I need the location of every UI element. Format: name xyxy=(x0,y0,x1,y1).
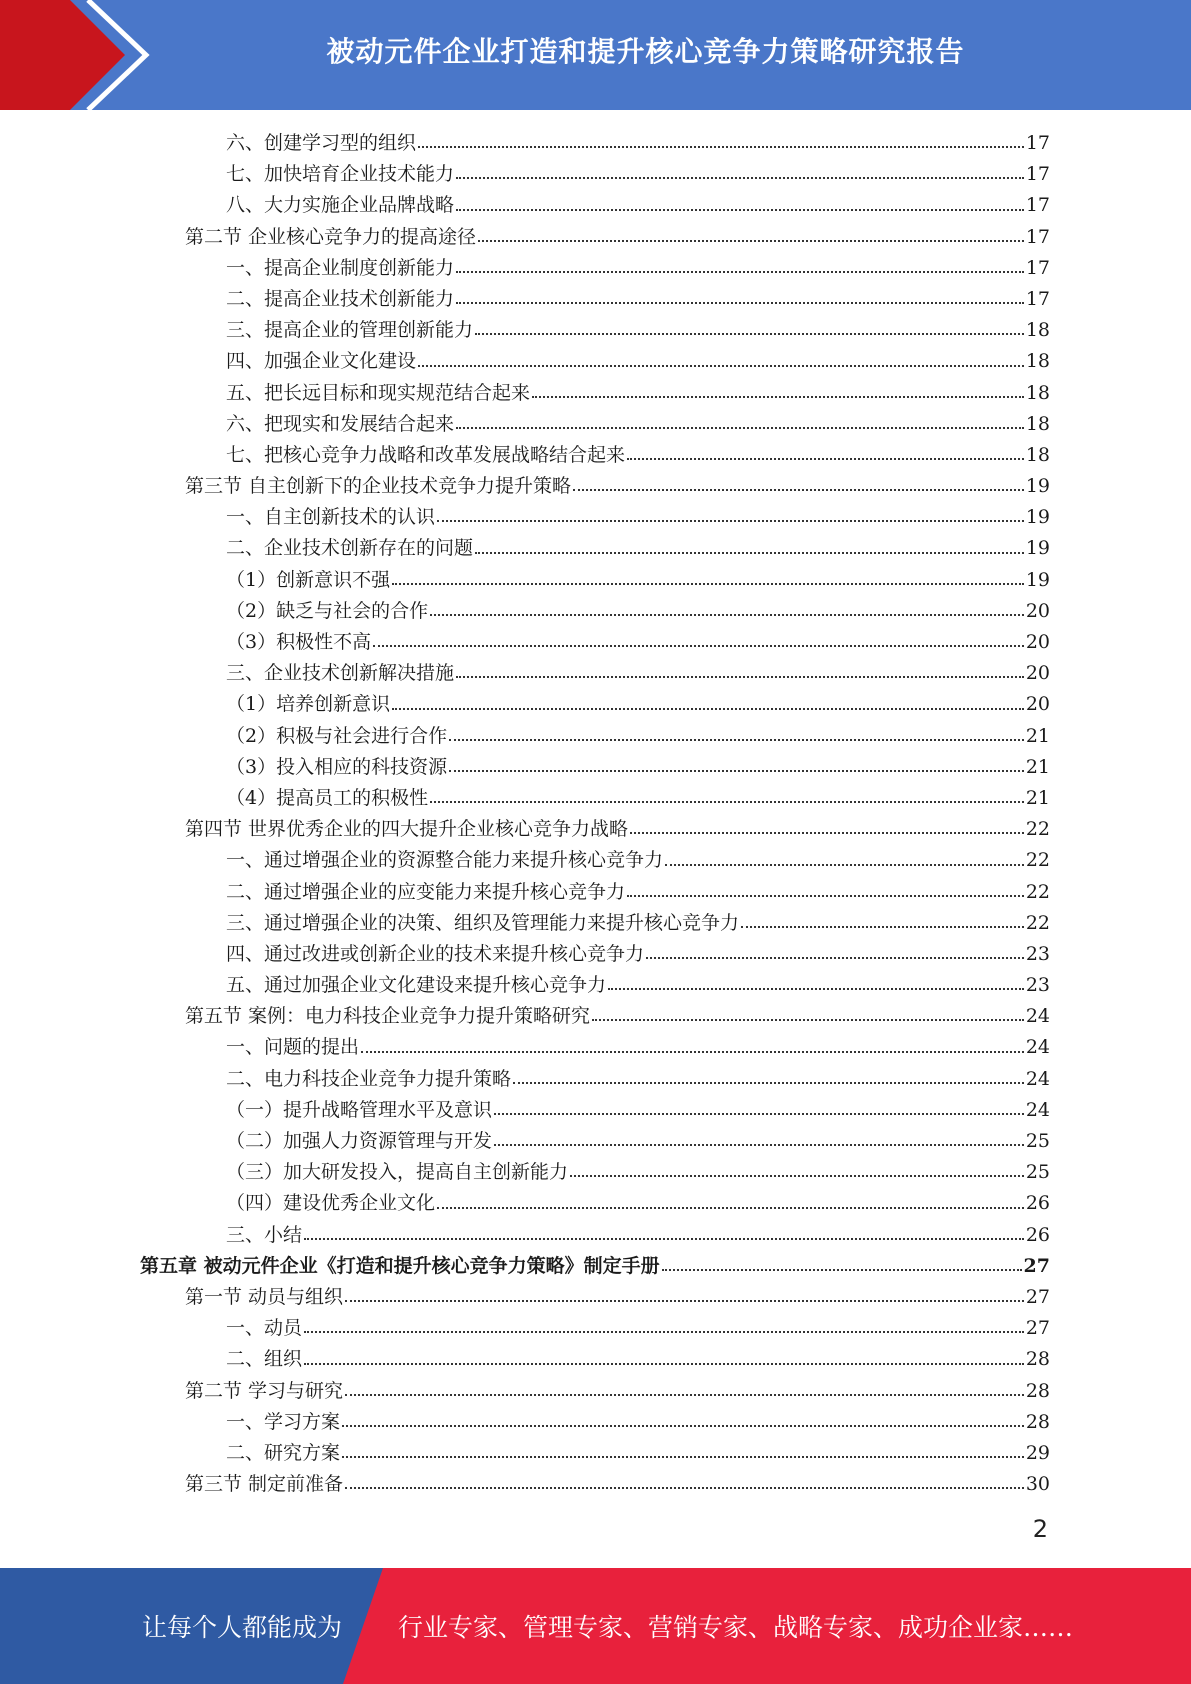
toc-dot-leader xyxy=(646,957,1024,959)
toc-dot-leader xyxy=(494,1144,1024,1146)
toc-entry-title: 第三节 制定前准备 xyxy=(185,1473,344,1496)
toc-entry[interactable] xyxy=(140,1313,1050,1344)
toc-entry[interactable] xyxy=(140,1220,1050,1251)
toc-entry-title: 一、提高企业制度创新能力 xyxy=(226,256,455,279)
toc-entry-page: 17 xyxy=(1025,194,1050,217)
toc-entry[interactable] xyxy=(140,1126,1050,1157)
toc-entry-title: （四）建设优秀企业文化 xyxy=(226,1192,436,1215)
toc-entry-page: 20 xyxy=(1025,693,1050,716)
toc-entry-title: （3）积极性不高 xyxy=(226,631,372,653)
toc-dot-leader xyxy=(456,271,1024,273)
toc-entry[interactable] xyxy=(140,565,1050,596)
toc-entry-title: 二、企业技术创新存在的问题 xyxy=(226,537,474,560)
toc-entry-page: 18 xyxy=(1025,381,1050,404)
toc-dot-leader xyxy=(741,926,1024,928)
toc-entry-page: 18 xyxy=(1025,443,1050,466)
toc-entry[interactable] xyxy=(140,877,1050,908)
toc-dot-leader xyxy=(478,240,1024,242)
toc-entry-title: 五、通过加强企业文化建设来提升核心竞争力 xyxy=(226,974,607,997)
toc-entry-title: （2）缺乏与社会的合作 xyxy=(226,599,429,622)
toc-entry-page: 24 xyxy=(1025,1005,1050,1028)
toc-entry[interactable] xyxy=(140,1188,1050,1219)
toc-dot-leader xyxy=(304,1363,1024,1365)
toc-entry-title: 一、问题的提出 xyxy=(226,1036,360,1059)
toc-entry[interactable] xyxy=(140,596,1050,627)
toc-entry-title: 一、动员 xyxy=(226,1317,303,1340)
toc-entry[interactable] xyxy=(140,346,1050,377)
toc-dot-leader xyxy=(418,365,1024,367)
document-title: 被动元件企业打造和提升核心竞争力策略研究报告 xyxy=(326,35,965,68)
toc-dot-leader xyxy=(304,1331,1024,1333)
toc-entry-page: 27 xyxy=(1025,1317,1050,1340)
toc-entry-title: 六、把现实和发展结合起来 xyxy=(226,412,455,435)
toc-entry[interactable] xyxy=(140,814,1050,845)
toc-entry-page: 22 xyxy=(1025,818,1050,841)
toc-entry-title: （3）投入相应的科技资源 xyxy=(226,755,448,778)
toc-entry-page: 25 xyxy=(1025,1130,1050,1152)
toc-entry-title: （1）培养创新意识 xyxy=(226,693,391,716)
toc-entry[interactable] xyxy=(140,1032,1050,1063)
toc-entry-page: 20 xyxy=(1025,631,1050,653)
toc-dot-leader xyxy=(456,302,1024,304)
toc-entry-title: 第四节 世界优秀企业的四大提升企业核心竞争力战略 xyxy=(185,818,629,841)
toc-entry-title: （1）创新意识不强 xyxy=(226,568,391,591)
toc-entry-page: 19 xyxy=(1025,537,1050,560)
toc-dot-leader xyxy=(437,520,1024,522)
toc-entry-title: 第五节 案例：电力科技企业竞争力提升策略研究 xyxy=(185,1005,591,1028)
toc-entry-page: 24 xyxy=(1025,1098,1050,1121)
toc-entry-page: 22 xyxy=(1025,880,1050,903)
toc-dot-leader xyxy=(392,708,1024,710)
toc-entry-page: 25 xyxy=(1025,1161,1050,1184)
toc-entry[interactable] xyxy=(140,471,1050,502)
toc-entry-title: 七、加快培育企业技术能力 xyxy=(226,163,455,186)
toc-entry-page: 27 xyxy=(1023,1254,1050,1277)
toc-entry-title: 七、把核心竞争力战略和改革发展战略结合起来 xyxy=(226,443,626,466)
toc-dot-leader xyxy=(665,864,1024,866)
toc-entry-title: 六、创建学习型的组织 xyxy=(226,132,417,154)
toc-entry-page: 26 xyxy=(1025,1223,1050,1246)
toc-entry-page: 17 xyxy=(1025,256,1050,279)
toc-entry[interactable] xyxy=(140,284,1050,315)
footer-slogan-right: 行业专家、管理专家、营销专家、战略专家、成功企业家…… xyxy=(398,1613,1074,1642)
toc-entry-page: 17 xyxy=(1025,225,1050,248)
toc-entry-page: 20 xyxy=(1025,599,1050,622)
toc-dot-leader xyxy=(342,1456,1024,1458)
toc-entry[interactable] xyxy=(140,1438,1050,1469)
toc-entry-title: 第二节 企业核心竞争力的提高途径 xyxy=(185,225,477,248)
toc-dot-leader xyxy=(449,770,1024,772)
toc-entry-title: 二、提高企业技术创新能力 xyxy=(226,287,455,310)
toc-entry-title: 第三节 自主创新下的企业技术竞争力提升策略 xyxy=(185,475,572,498)
toc-dot-leader xyxy=(456,209,1024,211)
toc-entry-page: 26 xyxy=(1025,1192,1050,1215)
toc-entry-page: 17 xyxy=(1025,287,1050,310)
toc-entry-page: 27 xyxy=(1025,1285,1050,1308)
toc-entry-page: 17 xyxy=(1025,163,1050,186)
toc-entry-page: 18 xyxy=(1025,350,1050,373)
toc-entry[interactable] xyxy=(140,1001,1050,1032)
toc-dot-leader xyxy=(627,895,1024,897)
toc-entry-page: 18 xyxy=(1025,412,1050,435)
toc-dot-leader xyxy=(456,177,1024,179)
toc-entry-title: 三、小结 xyxy=(226,1223,303,1246)
toc-entry-title: 第二节 学习与研究 xyxy=(185,1379,344,1402)
toc-dot-leader xyxy=(456,427,1024,429)
toc-entry-title: 二、研究方案 xyxy=(226,1441,341,1464)
toc-entry[interactable] xyxy=(140,253,1050,284)
toc-entry-title: （二）加强人力资源管理与开发 xyxy=(226,1130,493,1152)
toc-dot-leader xyxy=(430,614,1024,616)
toc-entry[interactable] xyxy=(140,440,1050,471)
toc-entry[interactable] xyxy=(140,1407,1050,1438)
toc-entry-title: 二、组织 xyxy=(226,1348,303,1371)
toc-entry[interactable] xyxy=(140,1095,1050,1126)
toc-entry-title: 二、通过增强企业的应变能力来提升核心竞争力 xyxy=(226,880,626,903)
toc-dot-leader xyxy=(361,1051,1024,1053)
toc-entry-title: 三、通过增强企业的决策、组织及管理能力来提升核心竞争力 xyxy=(226,911,740,934)
toc-entry-title: 八、大力实施企业品牌战略 xyxy=(226,194,455,217)
toc-entry[interactable] xyxy=(140,502,1050,533)
toc-dot-leader xyxy=(373,645,1024,647)
toc-dot-leader xyxy=(345,1300,1024,1302)
toc-dot-leader xyxy=(345,1487,1024,1489)
toc-entry[interactable] xyxy=(140,970,1050,1001)
toc-dot-leader xyxy=(430,801,1024,803)
table-of-contents xyxy=(140,128,1050,1500)
toc-entry-page: 19 xyxy=(1025,475,1050,498)
toc-entry-title: （2）积极与社会进行合作 xyxy=(226,724,448,747)
toc-dot-leader xyxy=(627,458,1024,460)
toc-dot-leader xyxy=(475,333,1024,335)
toc-entry-page: 23 xyxy=(1025,974,1050,997)
toc-entry[interactable] xyxy=(140,1376,1050,1407)
toc-entry-title: 二、电力科技企业竞争力提升策略 xyxy=(226,1067,512,1090)
toc-entry[interactable] xyxy=(140,908,1050,939)
toc-dot-leader xyxy=(494,1113,1024,1115)
page-footer xyxy=(0,1568,1191,1684)
toc-entry-title: 五、把长远目标和现实规范结合起来 xyxy=(226,381,531,404)
toc-entry[interactable] xyxy=(140,1344,1050,1375)
toc-dot-leader xyxy=(456,676,1024,678)
page-header xyxy=(0,0,1191,110)
toc-entry-title: 四、加强企业文化建设 xyxy=(226,350,417,373)
toc-entry[interactable] xyxy=(140,783,1050,814)
toc-entry[interactable] xyxy=(140,409,1050,440)
toc-entry[interactable] xyxy=(140,378,1050,409)
toc-entry-page: 21 xyxy=(1025,786,1050,809)
toc-entry[interactable] xyxy=(140,627,1050,658)
toc-entry[interactable] xyxy=(140,689,1050,720)
toc-entry[interactable] xyxy=(140,1251,1050,1282)
toc-dot-leader xyxy=(475,552,1024,554)
toc-dot-leader xyxy=(342,1425,1024,1427)
toc-dot-leader xyxy=(345,1394,1024,1396)
toc-entry-title: 一、通过增强企业的资源整合能力来提升核心竞争力 xyxy=(226,849,664,872)
toc-entry-title: 一、自主创新技术的认识 xyxy=(226,506,436,529)
page-number: 2 xyxy=(1032,1515,1048,1543)
toc-entry[interactable] xyxy=(140,752,1050,783)
toc-entry-title: 三、提高企业的管理创新能力 xyxy=(226,319,474,342)
toc-entry[interactable] xyxy=(140,315,1050,346)
toc-entry[interactable] xyxy=(140,190,1050,221)
toc-entry-page: 22 xyxy=(1025,849,1050,872)
toc-entry[interactable] xyxy=(140,845,1050,876)
toc-entry-page: 23 xyxy=(1025,942,1050,965)
toc-entry-title: （一）提升战略管理水平及意识 xyxy=(226,1098,493,1121)
toc-dot-leader xyxy=(573,489,1024,491)
toc-entry[interactable] xyxy=(140,533,1050,564)
toc-entry[interactable] xyxy=(140,159,1050,190)
toc-dot-leader xyxy=(513,1082,1024,1084)
toc-entry-page: 22 xyxy=(1025,911,1050,934)
toc-entry-page: 28 xyxy=(1025,1410,1050,1433)
toc-dot-leader xyxy=(662,1269,1022,1271)
toc-entry[interactable] xyxy=(140,128,1050,159)
toc-entry-page: 21 xyxy=(1025,755,1050,778)
toc-dot-leader xyxy=(592,1019,1024,1021)
toc-entry-title: 四、通过改进或创新企业的技术来提升核心竞争力 xyxy=(226,942,645,965)
toc-entry-page: 19 xyxy=(1025,568,1050,591)
toc-entry-title: 三、企业技术创新解决措施 xyxy=(226,662,455,685)
toc-entry-page: 28 xyxy=(1025,1348,1050,1371)
toc-dot-leader xyxy=(532,396,1024,398)
toc-entry-title: 第一节 动员与组织 xyxy=(185,1285,344,1308)
toc-entry-page: 29 xyxy=(1025,1441,1050,1464)
toc-entry[interactable] xyxy=(140,658,1050,689)
toc-entry[interactable] xyxy=(140,939,1050,970)
footer-slogan-left: 让每个人都能成为 xyxy=(142,1613,343,1642)
toc-entry-page: 20 xyxy=(1025,662,1050,685)
toc-entry-page: 17 xyxy=(1025,132,1050,154)
toc-entry[interactable] xyxy=(140,721,1050,752)
toc-dot-leader xyxy=(437,1207,1024,1209)
toc-entry-title: （4）提高员工的积极性 xyxy=(226,786,429,809)
toc-dot-leader xyxy=(304,1238,1024,1240)
toc-entry-title: 第五章 被动元件企业《打造和提升核心竞争力策略》制定手册 xyxy=(140,1254,660,1277)
toc-entry[interactable] xyxy=(140,1157,1050,1188)
toc-entry-page: 28 xyxy=(1025,1379,1050,1402)
toc-dot-leader xyxy=(392,583,1024,585)
toc-entry-title: （三）加大研发投入，提高自主创新能力 xyxy=(226,1161,569,1184)
toc-entry-title: 一、学习方案 xyxy=(226,1410,341,1433)
toc-entry[interactable] xyxy=(140,222,1050,253)
toc-entry-page: 21 xyxy=(1025,724,1050,747)
toc-dot-leader xyxy=(418,146,1024,148)
toc-entry[interactable] xyxy=(140,1064,1050,1095)
toc-dot-leader xyxy=(570,1175,1024,1177)
toc-entry-page: 24 xyxy=(1025,1036,1050,1059)
toc-entry[interactable] xyxy=(140,1282,1050,1313)
header-arrow-decoration xyxy=(0,0,220,110)
toc-entry-page: 24 xyxy=(1025,1067,1050,1090)
toc-dot-leader xyxy=(608,988,1024,990)
toc-entry[interactable] xyxy=(140,1469,1050,1500)
toc-entry-page: 30 xyxy=(1025,1473,1050,1496)
toc-dot-leader xyxy=(449,739,1024,741)
toc-dot-leader xyxy=(630,832,1024,834)
toc-entry-page: 19 xyxy=(1025,506,1050,529)
toc-entry-page: 18 xyxy=(1025,319,1050,342)
